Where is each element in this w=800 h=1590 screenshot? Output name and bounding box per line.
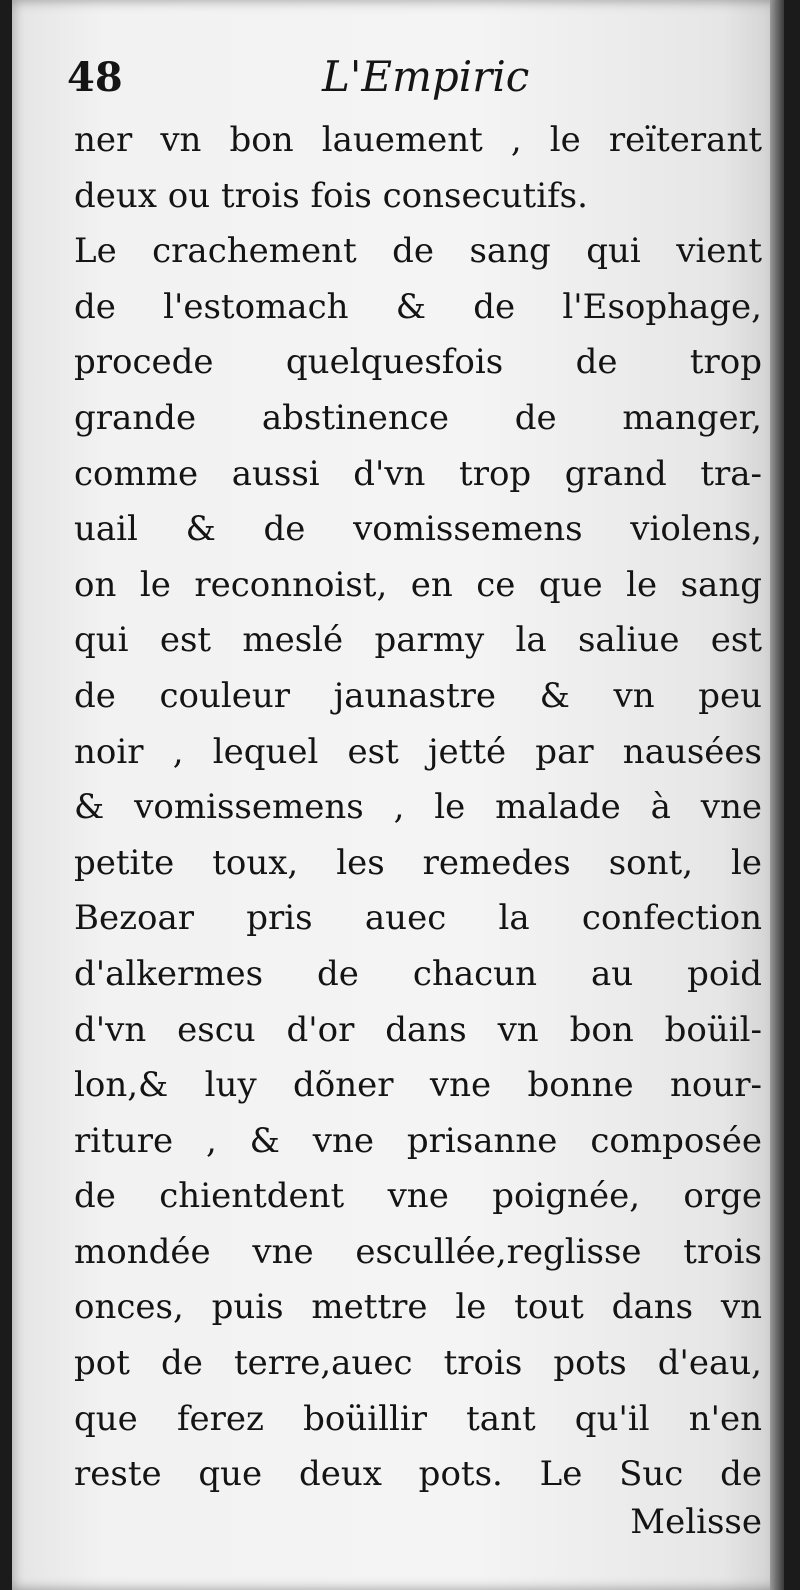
page-number: 48 [67,54,123,101]
text-line: grande abstinence de manger, [74,397,762,438]
page-edge-shadow [770,0,784,1590]
catchword: Melisse [630,1502,762,1542]
text-line: procede quelquesfois de trop [74,342,762,383]
catchword-row [74,1494,762,1550]
text-line: mondée vne escullée,reglisse trois [74,1231,762,1272]
text-line: Le crachement de sang qui vient [74,231,762,272]
text-line: pot de terre,auec trois pots d'eau, [74,1343,762,1384]
text-line: petite toux, les remedes sont, le [74,842,762,883]
text-line: noir , lequel est jetté par nausées [74,731,762,772]
running-head: L'Empiric [322,52,530,101]
text-line: lon,& luy dõner vne bonne nour- [74,1065,762,1106]
text-line: qui est meslé parmy la saliue est [74,620,762,661]
body-text [74,113,762,1503]
text-line: de l'estomach & de l'Esophage, [74,286,762,327]
text-line: ner vn bon lauement , le reïterant [74,120,762,160]
text-line: que ferez boüillir tant qu'il n'en [74,1398,762,1439]
text-line: uail & de vomissemens violens, [74,509,762,550]
text-line: on le reconnoist, en ce que le sang [74,564,762,605]
text-line: d'alkermes de chacun au poid [74,953,762,994]
page-header [67,44,767,108]
book-page [12,0,784,1590]
text-line: d'vn escu d'or dans vn bon boüil- [74,1009,762,1050]
text-line: Bezoar pris auec la confection [74,898,762,939]
text-line: de chientdent vne poignée, orge [74,1176,762,1217]
text-line: riture , & vne prisanne composée [74,1120,762,1161]
text-line: & vomissemens , le malade à vne [74,787,762,828]
text-line: reste que deux pots. Le Suc de [74,1454,762,1495]
text-line: de couleur jaunastre & vn peu [74,675,762,716]
text-line: deux ou trois fois consecutifs. [74,175,588,216]
text-line: comme aussi d'vn trop grand tra- [74,453,762,494]
text-line: onces, puis mettre le tout dans vn [74,1287,762,1328]
